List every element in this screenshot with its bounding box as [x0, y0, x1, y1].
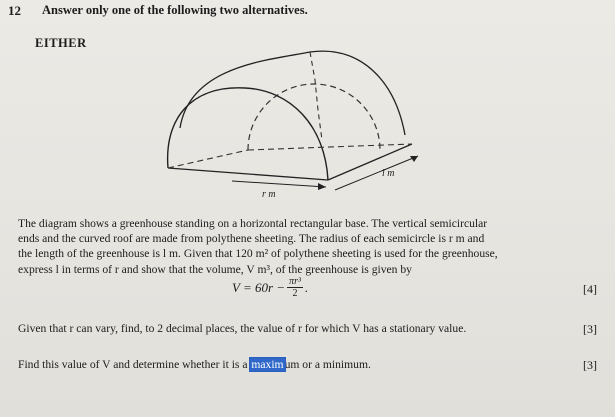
formula-end: .: [304, 279, 309, 295]
paragraph-line-1: The diagram shows a greenhouse standing on a horizontal rectangular base. The vertical semicircular: [18, 217, 488, 230]
base-right-edge: [328, 144, 412, 180]
question-paragraph: [18, 216, 608, 277]
paragraph-line-4: express l in terms of r and show that the volume, V m³, of the greenhouse is given by: [18, 262, 412, 276]
selected-text-highlight[interactable]: maxim: [251, 358, 284, 371]
base-back-diameter: [248, 144, 412, 150]
radius-label: r m: [262, 189, 276, 200]
roof-right-edge: [310, 51, 405, 135]
length-label: l m: [382, 168, 395, 179]
part-2-text: Given that r can vary, find, to 2 decimal places, the value of r for which V has a stationary value.: [18, 322, 467, 335]
length-arrow: [335, 156, 418, 190]
marks-part-2: [3]: [583, 322, 597, 336]
base-back-edge: [168, 150, 248, 168]
volume-formula: [232, 276, 308, 299]
question-number: 12: [8, 3, 21, 18]
formula-lhs: V = 60r −: [232, 279, 286, 295]
back-semicircle: [248, 84, 380, 150]
front-semicircle: [168, 88, 328, 180]
formula-denominator: 2: [292, 288, 298, 299]
greenhouse-diagram: [150, 40, 430, 200]
question-intro: Answer only one of the following two alternatives.: [42, 3, 308, 17]
radius-arrow: [232, 181, 326, 187]
option-heading: EITHER: [35, 36, 87, 50]
paragraph-line-3: the length of the greenhouse is l m. Given that 120 m² of polythene sheeting is used for the greenhouse,: [18, 247, 498, 261]
radius-arrowhead: [318, 183, 326, 190]
formula-numerator: πr³: [289, 276, 301, 287]
paragraph-line-2: ends and the curved roof are made from polythene sheeting. The radius of each semicircle is r m and: [18, 232, 485, 246]
part-3-text: [18, 358, 371, 371]
part-3-after: um or a minimum.: [284, 358, 371, 371]
marks-part-3: [3]: [583, 358, 597, 372]
formula-fraction: [287, 276, 303, 299]
marks-part-1: [4]: [583, 282, 597, 296]
part-3-before: Find this value of V and determine whether it is a: [18, 358, 251, 371]
front-diameter: [168, 168, 328, 180]
roof-top-edge: [180, 52, 310, 128]
